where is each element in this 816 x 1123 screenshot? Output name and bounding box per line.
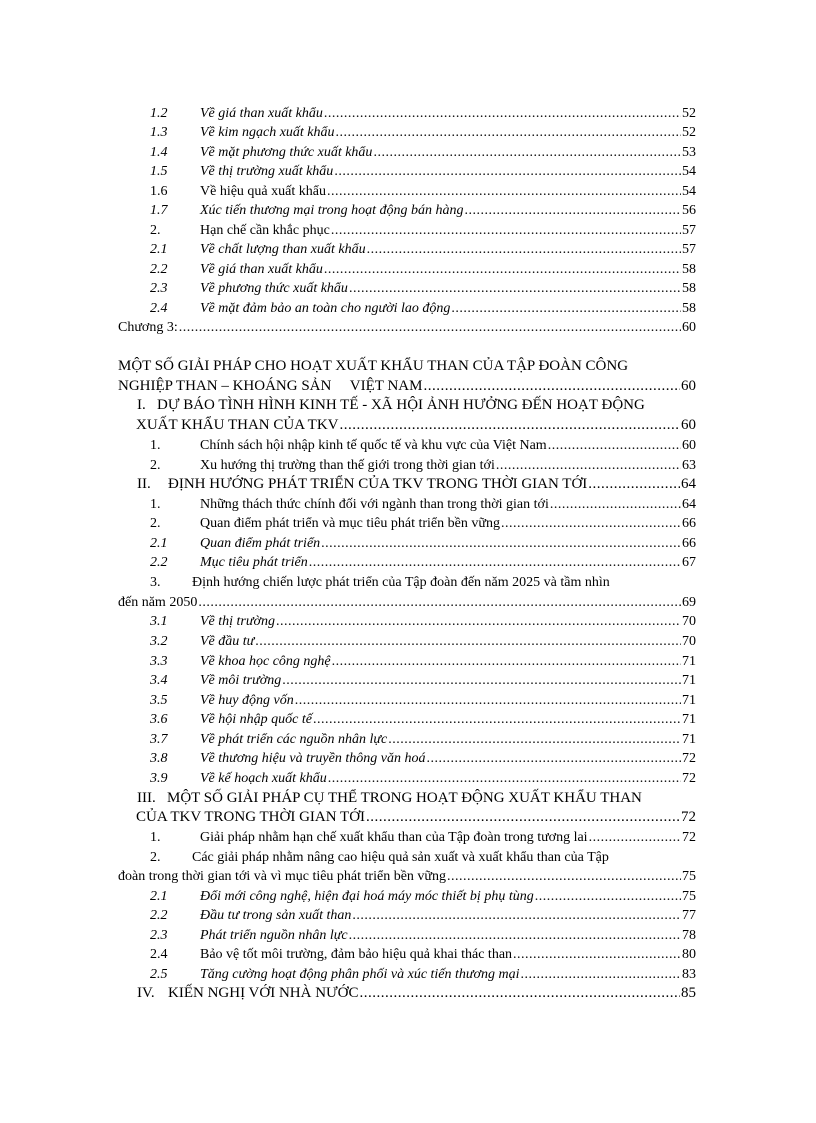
entry-title: Về mặt phương thức xuất khẩu (200, 145, 373, 160)
leader-dots (309, 553, 681, 572)
entry-title: Bảo vệ tốt môi trường, đảm bảo hiệu quả khai thác than (200, 947, 513, 962)
page-number: 60 (681, 417, 696, 433)
leader-dots (340, 416, 680, 435)
entry-number: 2.5 (150, 967, 168, 982)
toc-chapter-title[interactable] (118, 377, 696, 396)
leader-dots (179, 318, 681, 337)
leader-dots (332, 652, 681, 671)
toc-section-entry[interactable] (118, 475, 696, 494)
leader-dots (352, 906, 681, 925)
section-number: I. (137, 397, 146, 413)
leader-dots (366, 808, 680, 827)
toc-section-entry[interactable] (118, 808, 696, 827)
toc-entry-continuation[interactable] (118, 593, 696, 612)
toc-entry[interactable] (118, 652, 696, 671)
leader-dots (327, 182, 681, 201)
toc-entry[interactable] (118, 632, 696, 651)
toc-entry[interactable] (118, 514, 696, 533)
entry-title-line1: Các giải pháp nhằm nâng cao hiệu quả sản xuất và xuất khẩu than của Tập (192, 850, 609, 865)
page-number: 52 (682, 106, 696, 121)
entry-title: Chính sách hội nhập kinh tế quốc tế và khu vực của Việt Nam (200, 438, 547, 453)
entry-title: Đổi mới công nghệ, hiện đại hoá máy móc thiết bị phụ tùng (200, 889, 534, 904)
entry-number: 2.4 (150, 301, 168, 316)
page-number: 60 (681, 378, 696, 394)
toc-entry-multiline[interactable] (150, 848, 728, 867)
section-title: ĐỊNH HƯỚNG PHÁT TRIỂN CỦA TKV TRONG THỜI GIAN TỚI (168, 476, 588, 492)
toc-entry[interactable] (118, 906, 696, 925)
entry-title: Những thách thức chính đối với ngành than trong thời gian tới (200, 497, 549, 512)
page-number: 58 (682, 281, 696, 296)
leader-dots (451, 299, 681, 318)
leader-dots (324, 260, 681, 279)
section-title-line1: MỘT SỐ GIẢI PHÁP CỤ THỂ TRONG HOẠT ĐỘNG XUẤT KHẨU THAN (167, 790, 642, 806)
toc-entry[interactable] (118, 240, 696, 259)
leader-dots (276, 612, 681, 631)
leader-dots (255, 632, 681, 651)
leader-dots (336, 123, 681, 142)
entry-title: Về môi trường (200, 673, 282, 688)
leader-dots (331, 221, 681, 240)
page-number: 56 (682, 203, 696, 218)
entry-number: 3.5 (150, 693, 168, 708)
entry-title: Về giá than xuất khẩu (200, 262, 323, 277)
entry-title: Đầu tư trong sản xuất than (200, 908, 352, 923)
page-number: 57 (682, 223, 696, 238)
leader-dots (588, 475, 680, 494)
page-number: 54 (682, 164, 696, 179)
page-number: 64 (682, 497, 696, 512)
leader-dots (373, 143, 681, 162)
leader-dots (548, 436, 681, 455)
entry-title: Về hiệu quả xuất khẩu (200, 184, 326, 199)
page-number: 72 (682, 771, 696, 786)
page-number: 71 (682, 712, 696, 727)
entry-title-line2: đoàn trong thời gian tới và vì mục tiêu phát triển bền vững (118, 869, 446, 884)
page-number: 69 (682, 595, 696, 610)
entry-title: Phát triển nguồn nhân lực (200, 928, 348, 943)
entry-number: 2. (150, 223, 161, 238)
entry-number: 2. (150, 850, 161, 865)
section-title: KIẾN NGHỊ VỚI NHÀ NƯỚC (168, 985, 359, 1001)
leader-dots (321, 534, 681, 553)
entry-number: 1.2 (150, 106, 168, 121)
leader-dots (328, 769, 681, 788)
page-number: 70 (682, 614, 696, 629)
toc-entry[interactable] (118, 182, 696, 201)
toc-entry[interactable] (118, 730, 696, 749)
page-number: 72 (682, 751, 696, 766)
entry-number: 2.2 (150, 262, 168, 277)
page-number: 77 (682, 908, 696, 923)
entry-title: Về thị trường (200, 614, 275, 629)
entry-number: 1.3 (150, 125, 168, 140)
entry-number: 2.3 (150, 281, 168, 296)
section-i-heading[interactable] (137, 396, 715, 415)
entry-number: 2. (150, 458, 161, 473)
section-title-line2: XUẤT KHẨU THAN CỦA TKV (136, 417, 339, 433)
page-number: 58 (682, 301, 696, 316)
toc-entry[interactable] (118, 691, 696, 710)
toc-entry[interactable] (118, 495, 696, 514)
page-number: 71 (682, 673, 696, 688)
leader-dots (423, 377, 680, 396)
entry-title: Về thị trường xuất khẩu (200, 164, 334, 179)
page-number: 66 (682, 536, 696, 551)
entry-title: Về giá than xuất khẩu (200, 106, 323, 121)
entry-number: 1.6 (150, 184, 168, 199)
entry-title: Hạn chế cần khắc phục (200, 223, 330, 238)
page-number: 53 (682, 145, 696, 160)
entry-number: 1.7 (150, 203, 168, 218)
leader-dots (550, 495, 681, 514)
toc-chapter-entry[interactable] (118, 318, 696, 337)
page-number: 70 (682, 634, 696, 649)
section-iii-heading[interactable] (137, 789, 715, 808)
leader-dots (464, 201, 681, 220)
toc-entry-multiline[interactable] (150, 573, 728, 592)
toc-entry[interactable] (118, 201, 696, 220)
leader-dots (198, 593, 681, 612)
leader-dots (349, 279, 681, 298)
leader-dots (426, 749, 681, 768)
toc-entry[interactable] (118, 926, 696, 945)
entry-number: 1.4 (150, 145, 168, 160)
leader-dots (295, 691, 681, 710)
toc-section-entry[interactable] (118, 416, 696, 435)
page-number: 64 (681, 476, 696, 492)
toc-entry[interactable] (118, 260, 696, 279)
leader-dots (282, 671, 681, 690)
leader-dots (447, 867, 681, 886)
leader-dots (521, 965, 681, 984)
page-number: 85 (681, 985, 696, 1001)
page-number: 75 (682, 889, 696, 904)
toc-entry[interactable] (118, 456, 696, 475)
section-title-line2: CỦA TKV TRONG THỜI GIAN TỚI (136, 809, 366, 825)
entry-title: Quan điểm phát triển và mục tiêu phát triển bền vững (200, 516, 500, 531)
page-number: 71 (682, 654, 696, 669)
entry-number: 2. (150, 516, 161, 531)
toc-entry[interactable] (118, 945, 696, 964)
toc-entry[interactable] (118, 612, 696, 631)
entry-number: 2.3 (150, 928, 168, 943)
entry-title: Về huy động vốn (200, 693, 294, 708)
entry-number: 2.1 (150, 536, 168, 551)
entry-title: Về mặt đảm bảo an toàn cho người lao động (200, 301, 451, 316)
chapter-title-line2: NGHIỆP THAN – KHOÁNG SẢN VIỆT NAM (118, 378, 423, 394)
entry-number: 3.7 (150, 732, 168, 747)
toc-entry[interactable] (118, 965, 696, 984)
entry-title: Về kế hoạch xuất khẩu (200, 771, 327, 786)
entry-number: 3. (150, 575, 161, 590)
leader-dots (388, 730, 681, 749)
section-title-line1: DỰ BÁO TÌNH HÌNH KINH TẾ - XÃ HỘI ẢNH HƯỞNG ĐẾN HOẠT ĐỘNG (157, 397, 645, 413)
entry-title: Quan điểm phát triển (200, 536, 321, 551)
section-number: III. (137, 790, 156, 806)
toc-entry[interactable] (118, 534, 696, 553)
leader-dots (349, 926, 681, 945)
entry-number: 1. (150, 438, 161, 453)
entry-title: Về kim ngạch xuất khẩu (200, 125, 335, 140)
toc-entry[interactable] (118, 299, 696, 318)
toc-entry[interactable] (118, 671, 696, 690)
chapter-label: Chương 3: (118, 320, 178, 335)
entry-title: Về chất lượng than xuất khẩu (200, 242, 366, 257)
entry-number: 3.3 (150, 654, 168, 669)
page-number: 60 (682, 438, 696, 453)
chapter-title-line1[interactable]: MỘT SỐ GIẢI PHÁP CHO HOẠT XUẤT KHẨU THAN CỦA TẬP ĐOÀN CÔNG (118, 358, 629, 374)
leader-dots (313, 710, 681, 729)
toc-entry[interactable] (118, 279, 696, 298)
page-number: 66 (682, 516, 696, 531)
entry-number: 3.9 (150, 771, 168, 786)
leader-dots (360, 984, 680, 1003)
entry-title: Giải pháp nhằm hạn chế xuất khẩu than của Tập đoàn trong tương lai (200, 830, 588, 845)
page-number: 52 (682, 125, 696, 140)
toc-entry[interactable] (118, 162, 696, 181)
page-number: 54 (682, 184, 696, 199)
section-number: IV. (137, 985, 155, 1001)
entry-title: Xu hướng thị trường than thế giới trong thời gian tới (200, 458, 495, 473)
entry-number: 3.1 (150, 614, 168, 629)
page-number: 71 (682, 693, 696, 708)
toc-entry[interactable] (118, 143, 696, 162)
toc-entry-continuation[interactable] (118, 867, 696, 886)
entry-title-line2: đến năm 2050 (118, 595, 198, 610)
toc-entry[interactable] (118, 828, 696, 847)
entry-title-line1: Định hướng chiến lược phát triển của Tập đoàn đến năm 2025 và tầm nhìn (192, 575, 610, 590)
toc-entry[interactable] (118, 553, 696, 572)
page-number: 80 (682, 947, 696, 962)
leader-dots (324, 104, 681, 123)
page-number: 75 (682, 869, 696, 884)
entry-number: 2.1 (150, 242, 168, 257)
entry-number: 2.2 (150, 555, 168, 570)
page-number: 83 (682, 967, 696, 982)
toc-entry[interactable] (118, 710, 696, 729)
leader-dots (535, 887, 681, 906)
toc-entry[interactable] (118, 221, 696, 240)
entry-title: Về phát triển các nguồn nhân lực (200, 732, 388, 747)
entry-title: Về đầu tư (200, 634, 255, 649)
entry-number: 3.8 (150, 751, 168, 766)
entry-number: 1. (150, 497, 161, 512)
entry-title: Về khoa học công nghệ (200, 654, 331, 669)
page-number: 72 (682, 830, 696, 845)
toc-entry[interactable] (118, 749, 696, 768)
entry-title: Về phương thức xuất khẩu (200, 281, 348, 296)
toc-section-entry[interactable] (118, 984, 696, 1003)
entry-title: Về hội nhập quốc tế (200, 712, 312, 727)
leader-dots (367, 240, 681, 259)
entry-number: 1.5 (150, 164, 168, 179)
toc-entry[interactable] (118, 123, 696, 142)
entry-number: 2.4 (150, 947, 168, 962)
entry-title: Tăng cường hoạt động phân phối và xúc tiến thương mại (200, 967, 520, 982)
toc-entry[interactable] (118, 104, 696, 123)
page-number: 58 (682, 262, 696, 277)
page-number: 63 (682, 458, 696, 473)
entry-number: 3.4 (150, 673, 168, 688)
entry-number: 1. (150, 830, 161, 845)
toc-entry[interactable] (118, 769, 696, 788)
page-number: 57 (682, 242, 696, 257)
entry-number: 3.6 (150, 712, 168, 727)
entry-title: Về thương hiệu và truyền thông văn hoá (200, 751, 426, 766)
entry-number: 2.1 (150, 889, 168, 904)
toc-entry[interactable] (118, 436, 696, 455)
page-number: 71 (682, 732, 696, 747)
page-number: 67 (682, 555, 696, 570)
leader-dots (496, 456, 681, 475)
section-number: II. (137, 476, 151, 492)
entry-title: Mục tiêu phát triển (200, 555, 308, 570)
page-number: 60 (682, 320, 696, 335)
leader-dots (513, 945, 681, 964)
leader-dots (501, 514, 681, 533)
entry-number: 2.2 (150, 908, 168, 923)
toc-entry[interactable] (118, 887, 696, 906)
page-number: 72 (681, 809, 696, 825)
entry-number: 3.2 (150, 634, 168, 649)
leader-dots (334, 162, 681, 181)
page-number: 78 (682, 928, 696, 943)
leader-dots (589, 828, 681, 847)
entry-title: Xúc tiến thương mại trong hoạt động bán hàng (200, 203, 464, 218)
